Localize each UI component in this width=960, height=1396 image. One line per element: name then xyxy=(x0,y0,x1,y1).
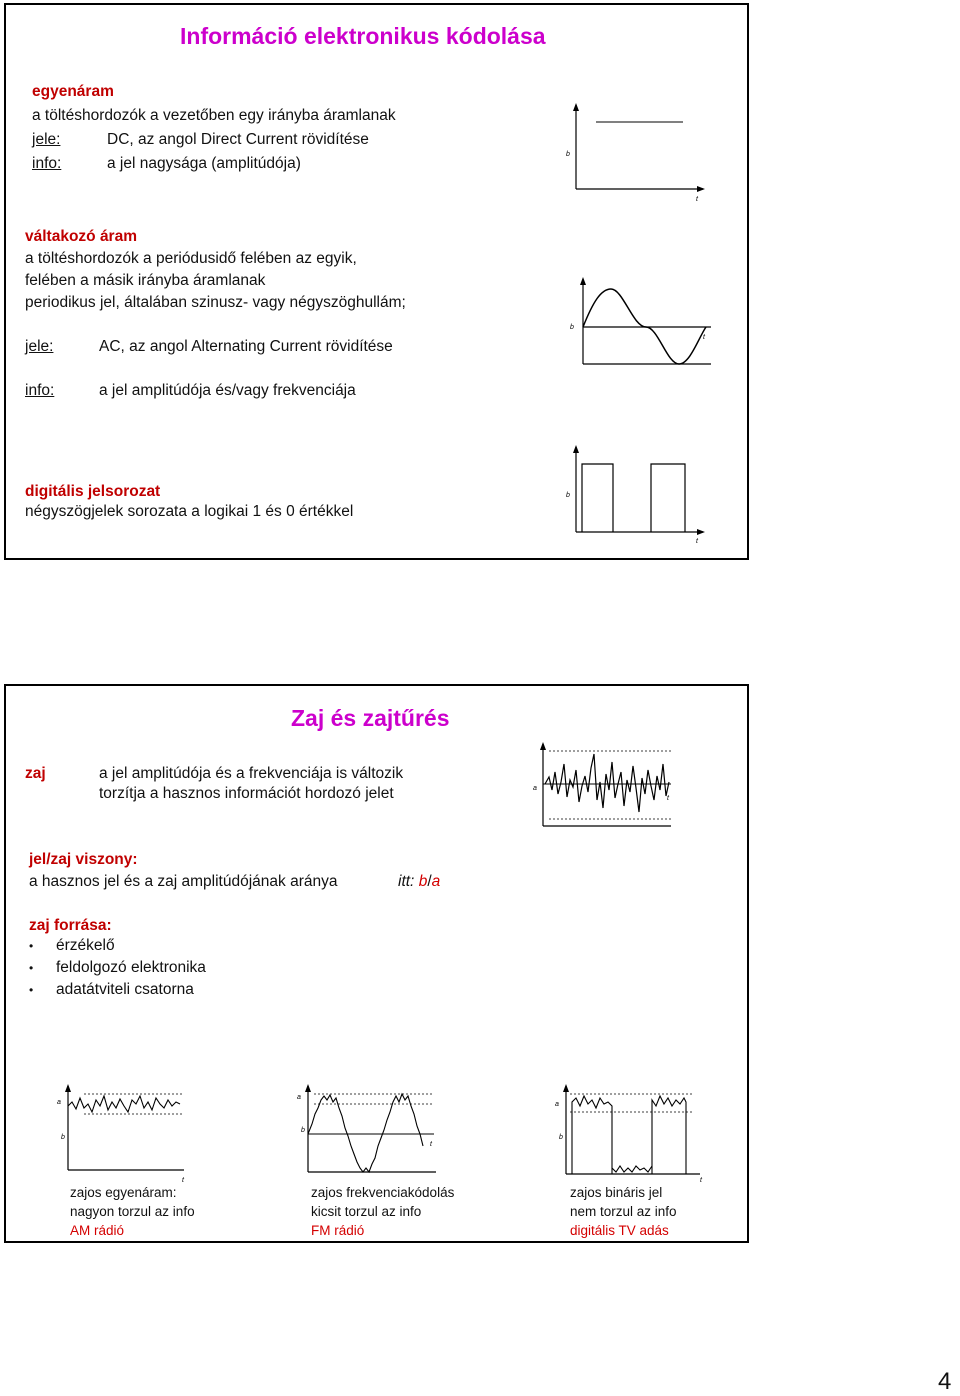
bullet-icon: • xyxy=(29,983,34,997)
caption3-line3: digitális TV adás xyxy=(570,1223,669,1238)
page-number: 4 xyxy=(938,1368,952,1395)
ac-info-label: info: xyxy=(25,382,55,399)
slide-noise xyxy=(4,684,749,1243)
ac-graph-y-label: b xyxy=(570,324,574,331)
graph2-a-label: a xyxy=(297,1094,301,1101)
sources-heading: zaj forrása: xyxy=(29,917,112,934)
slide-encoding xyxy=(4,3,749,560)
graph1-b-label: b xyxy=(61,1134,65,1141)
dc-sign-label: jele: xyxy=(32,131,61,148)
digital-graph-y-label: b xyxy=(566,492,570,499)
dc-heading: egyenáram xyxy=(32,83,114,100)
caption3-line1: zajos bináris jel xyxy=(570,1185,663,1200)
ac-sign-text: AC, az angol Alternating Current rövidítése xyxy=(99,338,393,355)
ac-line3: periodikus jel, általában szinusz- vagy négyszöghullám; xyxy=(25,294,406,311)
zaj-line1: a jel amplitúdója és a frekvenciája is változik xyxy=(99,765,404,782)
ac-line1: a töltéshordozók a periódusidő felében az egyik, xyxy=(25,250,357,267)
graph3-b-label: b xyxy=(559,1134,563,1141)
graph3-a-label: a xyxy=(555,1101,559,1108)
bullet-icon: • xyxy=(29,961,34,975)
snr-b: b xyxy=(418,873,428,890)
noisy-digital-graph xyxy=(552,1084,707,1184)
caption2-line3: FM rádió xyxy=(311,1223,365,1238)
ac-line2: felében a másik irányba áramlanak xyxy=(25,272,266,289)
dc-info-text: a jel nagysága (amplitúdója) xyxy=(107,155,301,172)
snr-a: a xyxy=(431,873,441,890)
graph2-b-label: b xyxy=(301,1127,305,1134)
snr-text: a hasznos jel és a zaj amplitúdójának aránya xyxy=(29,873,338,890)
snr-heading: jel/zaj viszony: xyxy=(29,851,138,868)
zaj-label: zaj xyxy=(25,765,46,782)
slide-title: Zaj és zajtűrés xyxy=(291,705,450,731)
source-item: feldolgozó elektronika xyxy=(56,959,206,976)
noisy-dc-graph xyxy=(54,1084,194,1184)
dc-sign-text: DC, az angol Direct Current rövidítése xyxy=(107,131,369,148)
noise-graph xyxy=(533,742,678,832)
ac-graph-x-label: t xyxy=(703,334,705,341)
ac-graph xyxy=(566,277,716,372)
graph3-t-label: t xyxy=(700,1177,702,1184)
dc-info-label: info: xyxy=(32,155,62,172)
dc-graph xyxy=(561,103,711,213)
graph2-t-label: t xyxy=(430,1141,432,1148)
graph1-t-label: t xyxy=(182,1177,184,1184)
source-item: adatátviteli csatorna xyxy=(56,981,194,998)
zaj-line2: torzítja a hasznos információt hordozó jelet xyxy=(99,785,394,802)
bullet-icon: • xyxy=(29,939,34,953)
dc-graph-y-label: b xyxy=(566,151,570,158)
caption1-line3: AM rádió xyxy=(70,1223,125,1238)
dc-graph-x-label: t xyxy=(696,196,698,203)
source-item: érzékelő xyxy=(56,937,115,954)
ac-heading: váltakozó áram xyxy=(25,228,137,245)
digital-graph xyxy=(561,445,711,545)
caption2-line1: zajos frekvenciakódolás xyxy=(311,1185,455,1200)
noise-graph-y-label: a xyxy=(533,785,537,792)
graph1-a-label: a xyxy=(57,1099,61,1106)
snr-slash: / xyxy=(427,873,432,890)
snr-formula xyxy=(398,873,440,891)
noisy-fm-graph xyxy=(294,1084,444,1184)
noise-graph-x-label: t xyxy=(667,795,669,802)
dc-line1: a töltéshordozók a vezetőben egy irányba áramlanak xyxy=(32,107,396,124)
caption3-line2: nem torzul az info xyxy=(570,1204,677,1219)
digital-heading: digitális jelsorozat xyxy=(25,483,161,500)
ac-sign-label: jele: xyxy=(25,338,54,355)
caption1-line1: zajos egyenáram: xyxy=(70,1185,177,1200)
snr-itt: itt: xyxy=(398,873,415,890)
caption2-line2: kicsit torzul az info xyxy=(311,1204,422,1219)
digital-line1: négyszögjelek sorozata a logikai 1 és 0 értékkel xyxy=(25,503,354,520)
slide-title: Információ elektronikus kódolása xyxy=(180,23,546,49)
ac-info-text: a jel amplitúdója és/vagy frekvenciája xyxy=(99,382,356,399)
caption1-line2: nagyon torzul az info xyxy=(70,1204,195,1219)
digital-graph-x-label: t xyxy=(696,538,698,545)
